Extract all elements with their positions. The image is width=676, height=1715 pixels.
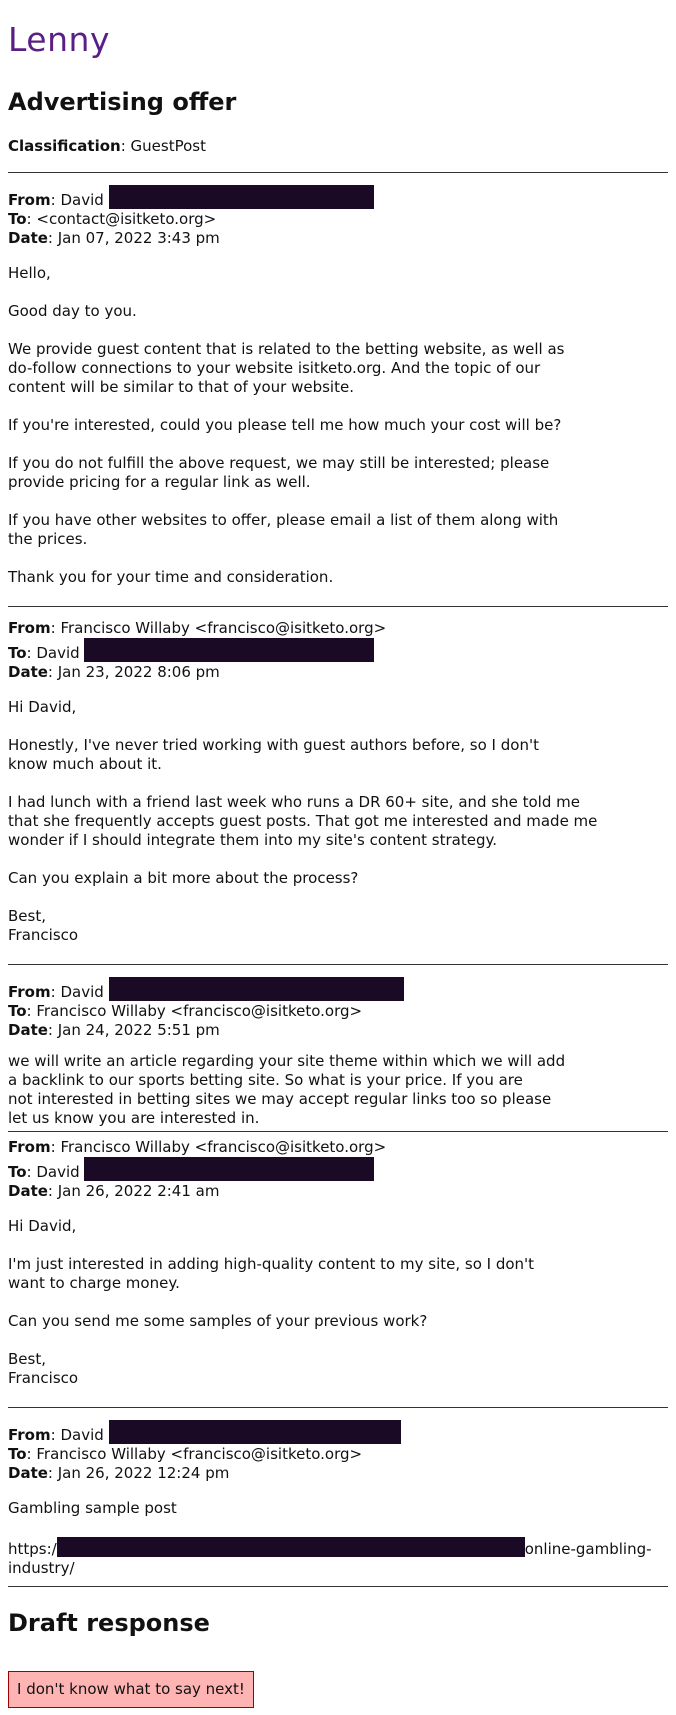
email-paragraph: Honestly, I've never tried working with guest authors before, so I don't know much about it. [8,736,539,773]
email-date-line: Date: Jan 23, 2022 8:06 pm [8,663,220,681]
email-paragraph: we will write an article regarding your site theme within which we will add a backlink to our sports betting site. So what is your price. If you are not interested in betting sites we may accept regular links too so please let us know you are interested in. [8,1052,566,1127]
draft-response-button[interactable]: I don't know what to say next! [8,1671,254,1708]
from-label: From [8,983,51,1001]
email-paragraph: Best, Francisco [8,1350,79,1387]
email-body [8,698,668,945]
email-from-line: From: David [8,977,668,1002]
email-date: Jan 07, 2022 3:43 pm [57,229,220,247]
email-from-line: From: David [8,185,668,210]
email-from-line: From: David [8,1420,668,1445]
email-paragraph: Hello, [8,264,51,282]
email-paragraph: Gambling sample post [8,1499,177,1517]
email-from: Francisco Willaby <francisco@isitketo.org> [60,1138,387,1156]
email-to: David [36,1163,80,1181]
thread-title: Advertising offer [8,88,237,116]
classification-line: Classification: GuestPost [8,137,206,155]
date-label: Date [8,663,48,681]
link-wrap: industry/ [8,1559,75,1577]
redaction-block [109,977,404,1001]
to-label: To [8,1445,27,1463]
email-to-line: To: Francisco Willaby <francisco@isitketo.org> [8,1002,363,1020]
from-label: From [8,191,51,209]
email-to-line: To: David [8,638,668,663]
email-from-line: From: Francisco Willaby <francisco@isitketo.org> [8,1138,387,1156]
date-label: Date [8,1182,48,1200]
date-label: Date [8,1464,48,1482]
email-to-line: To: Francisco Willaby <francisco@isitketo.org> [8,1445,363,1463]
email-from: David [60,983,104,1001]
email-from-line: From: Francisco Willaby <francisco@isitketo.org> [8,619,387,637]
to-label: To [8,644,27,662]
email-paragraph: We provide guest content that is related to the betting website, as well as do-follow connections to your website isitketo.org. And the topic of our content will be similar to that of your website. [8,340,565,396]
from-label: From [8,619,51,637]
date-label: Date [8,1021,48,1039]
email-to: David [36,644,80,662]
section-divider [8,1586,668,1587]
date-label: Date [8,229,48,247]
email-date-line: Date: Jan 26, 2022 2:41 am [8,1182,220,1200]
email-body [8,264,668,587]
email-paragraph: If you're interested, could you please tell me how much your cost will be? [8,416,562,434]
email-to-line: To: David [8,1157,668,1182]
email-date-line: Date: Jan 26, 2022 12:24 pm [8,1464,230,1482]
email-paragraph: Hi David, [8,698,77,716]
email-to: <contact@isitketo.org> [36,210,217,228]
email-paragraph: I'm just interested in adding high-quality content to my site, so I don't want to charge money. [8,1255,535,1292]
email-message [8,965,668,1128]
email-date: Jan 24, 2022 5:51 pm [57,1021,220,1039]
to-label: To [8,1002,27,1020]
email-from: David [60,1426,104,1444]
from-label: From [8,1138,51,1156]
email-date-line: Date: Jan 24, 2022 5:51 pm [8,1021,220,1039]
email-message [8,1408,668,1578]
site-title: Lenny [8,20,110,59]
email-message [8,173,668,587]
email-paragraph: If you have other websites to offer, please email a list of them along with the prices. [8,511,559,548]
email-to: Francisco Willaby <francisco@isitketo.org> [36,1002,363,1020]
link-start: https:/ [8,1540,57,1558]
redaction-block [84,1157,374,1181]
classification-label: Classification [8,137,121,155]
email-paragraph: Can you send me some samples of your previous work? [8,1312,428,1330]
email-date: Jan 26, 2022 2:41 am [57,1182,220,1200]
email-paragraph: Thank you for your time and consideration. [8,568,334,586]
email-paragraph: I had lunch with a friend last week who runs a DR 60+ site, and she told me that she frequently accepts guest posts. That got me interested and made me wonder if I should integrate them into my site's content strategy. [8,793,598,849]
email-message [8,1132,668,1388]
draft-response-heading: Draft response [8,1609,210,1637]
email-message [8,607,668,945]
sample-post-link[interactable] [8,1537,668,1559]
email-paragraph: Can you explain a bit more about the process? [8,869,359,887]
email-paragraph: If you do not fulfill the above request, we may still be interested; please provide pricing for a regular link as well. [8,454,550,491]
redaction-block [57,1537,525,1557]
email-paragraph: Hi David, [8,1217,77,1235]
email-date: Jan 23, 2022 8:06 pm [57,663,220,681]
to-label: To [8,210,27,228]
email-paragraph: Best, Francisco [8,907,79,944]
email-paragraph: Good day to you. [8,302,137,320]
email-date: Jan 26, 2022 12:24 pm [57,1464,230,1482]
redaction-block [109,185,374,209]
redaction-block [84,638,374,662]
email-date-line: Date: Jan 07, 2022 3:43 pm [8,229,220,247]
email-body [8,1217,668,1388]
link-end: online-gambling- [524,1540,652,1558]
email-from: Francisco Willaby <francisco@isitketo.org> [60,619,387,637]
classification-value: GuestPost [130,137,206,155]
email-body [8,1052,668,1128]
email-to: Francisco Willaby <francisco@isitketo.org> [36,1445,363,1463]
link-wrap-line [8,1559,668,1578]
to-label: To [8,1163,27,1181]
email-from: David [60,191,104,209]
redaction-block [109,1420,401,1444]
email-to-line: To: <contact@isitketo.org> [8,210,217,228]
email-body [8,1499,668,1578]
from-label: From [8,1426,51,1444]
